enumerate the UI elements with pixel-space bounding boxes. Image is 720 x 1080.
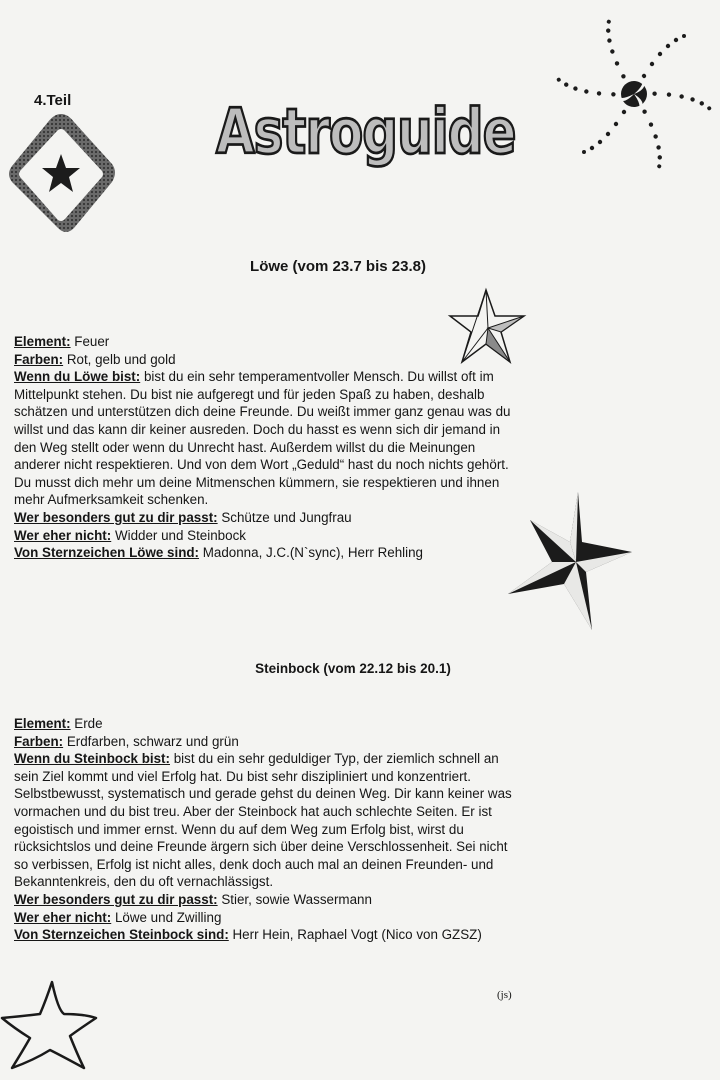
diamond-star-icon [2, 110, 120, 240]
bottom-outline-star-icon [0, 978, 100, 1070]
famous-value: Madonna, J.C.(N`sync), Herr Rehling [199, 545, 424, 561]
description-line: willst und das kann dir keiner ausreden. Doch du hasst es wenn sich dir jemand in [14, 421, 501, 437]
rather-not-label: Wer eher nicht: [14, 909, 112, 925]
element-value: Erde [70, 716, 103, 731]
colors-value: Erdfarben, schwarz und grün [63, 733, 239, 749]
description-line: Mittelpunkt stehen. Du bist nie aufgeregt und für jeden Spaß zu haben, deshalb [14, 386, 485, 402]
element-value: Feuer [70, 334, 110, 349]
match-value: Stier, sowie Wassermann [217, 891, 372, 907]
section-title-loewe: Löwe (vom 23.7 bis 23.8) [250, 258, 426, 275]
match-label: Wer besonders gut zu dir passt: [14, 509, 218, 525]
description-line: anderer nicht respektieren. Und von dem Wort „Geduld“ hast du noch nichts gehört. [14, 457, 509, 473]
colors-label: Farben: [14, 351, 64, 367]
description-line: mehr Aufmerksamkeit schenken. [14, 492, 209, 508]
description-line: vormachen und du bist treu. Aber der Steinbock hat auch schlechte Seiten. Er ist [14, 803, 492, 819]
description-line: egoistisch und immer ernst. Wenn du auf dem Weg zum Erfolg bist, wirst du [14, 821, 464, 837]
description-line: Du musst dich mehr um deine Mitmenschen kümmern, sie respektieren und ihnen [14, 474, 500, 490]
astroguide-logo [212, 95, 516, 170]
description-line: so verbissen, Erfolg ist nicht alles, denk doch auch mal an deinen Freunden- und [14, 856, 494, 872]
rather-not-value: Widder und Steinbock [111, 527, 246, 543]
description-label: Wenn du Steinbock bist: [14, 751, 170, 767]
description-first-line: bist du ein sehr temperamentvoller Mensch. Du willst oft im [140, 369, 494, 385]
description-first-line: bist du ein sehr geduldiger Typ, der ziemlich schnell an [169, 751, 499, 767]
section-body-steinbock [14, 715, 614, 944]
element-label: Element: [14, 334, 71, 349]
spiral-sun-icon [556, 14, 706, 164]
description-line: rücksichtslos und deine Freunde ärgern sich über deine Verschlossenheit. Sei nicht [14, 839, 508, 855]
rather-not-value: Löwe und Zwilling [111, 909, 222, 925]
colors-value: Rot, gelb und gold [63, 351, 176, 367]
section-title-steinbock: Steinbock (vom 22.12 bis 20.1) [255, 661, 451, 676]
svg-text:Astroguide: Astroguide [216, 95, 516, 169]
match-value: Schütze und Jungfrau [217, 509, 352, 525]
famous-value: Herr Hein, Raphael Vogt (Nico von GZSZ) [228, 927, 482, 943]
match-label: Wer besonders gut zu dir passt: [14, 891, 218, 907]
author-signature: (js) [497, 989, 512, 1001]
section-body-loewe [14, 333, 614, 562]
description-line: Bekanntenkreis, den du oft vernachlässigst. [14, 874, 274, 890]
description-label: Wenn du Löwe bist: [14, 369, 141, 385]
description-line: sein Ziel kommt und viel Erfolg hat. Du bist sehr diszipliniert und konzentriert. [14, 768, 471, 784]
description-line: schätzen und unterstützen dich deine Freunde. Du weißt immer ganz genau was du [14, 404, 511, 420]
colors-label: Farben: [14, 733, 64, 749]
famous-label: Von Sternzeichen Löwe sind: [14, 545, 200, 561]
famous-label: Von Sternzeichen Steinbock sind: [14, 927, 229, 943]
description-line: den Weg stellt oder wenn du Unrecht hast. Außerdem willst du die Meinungen [14, 439, 476, 455]
rather-not-label: Wer eher nicht: [14, 527, 112, 543]
part-label: 4.Teil [34, 92, 72, 109]
description-line: Selbstbewusst, systematisch und gerade gehst du deinen Weg. Dir kann keiner was [14, 786, 512, 802]
element-label: Element: [14, 716, 71, 731]
